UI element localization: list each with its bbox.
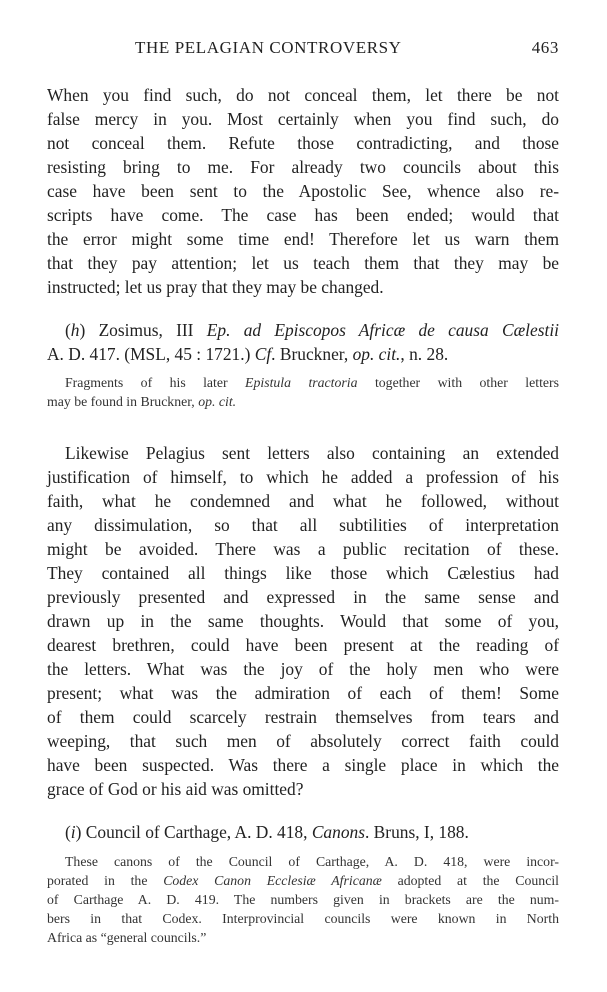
text-line (47, 155, 559, 179)
italic-text: op. cit. (352, 344, 401, 364)
text-line (47, 227, 559, 251)
text-run: grace of God or his aid was omitted? (47, 779, 304, 799)
text-run: case have been sent to the Apostolic See, whence also re- (47, 181, 559, 201)
italic-text: Cf (254, 344, 272, 364)
text-run: Fragments of his later (65, 375, 246, 390)
text-run: together with other letters (357, 375, 560, 390)
para-2 (47, 441, 559, 801)
text-run: may be found in Bruckner, (47, 394, 199, 409)
text-run: justification of himself, to which he added a profession of his (47, 467, 559, 487)
text-line (47, 251, 559, 275)
text-line (47, 561, 559, 585)
text-run: Africa as “general councils.” (47, 930, 207, 945)
note-h (47, 373, 559, 411)
text-line (47, 179, 559, 203)
heading-i (47, 820, 559, 844)
text-line (47, 609, 559, 633)
text-run: the letters. What was the joy of the holy men who were (47, 659, 559, 679)
text-line (47, 657, 559, 681)
text-run: , n. 28. (400, 344, 449, 364)
text-run: of Carthage A. D. 419. The numbers given in brackets are the num- (47, 892, 559, 907)
text-run: Likewise Pelagius sent letters also containing an extended (65, 443, 559, 463)
running-title: THE PELAGIAN CONTROVERSY (135, 38, 402, 57)
text-line (47, 203, 559, 227)
text-line (47, 681, 559, 705)
text-line (47, 852, 559, 871)
text-line (47, 465, 559, 489)
text-run: adopted at the Council (381, 873, 559, 888)
text-line (47, 513, 559, 537)
text-line (47, 890, 559, 909)
text-run: of them could scarcely restrain themselves from tears and (47, 707, 559, 727)
text-line (47, 909, 559, 928)
text-run: might be avoided. There was a public recitation of these. (47, 539, 559, 559)
text-run: dearest brethren, could have been present at the reading of (47, 635, 559, 655)
text-run: previously presented and expressed in the same sense and (47, 587, 559, 607)
text-run: any dissimulation, so that all subtilities of interpretation (47, 515, 559, 535)
text-line (47, 131, 559, 155)
text-line (47, 318, 559, 342)
text-run: not conceal them. Refute those contradicting, and those (47, 133, 559, 153)
text-run: . Bruns, I, 188. (364, 822, 469, 842)
para-1 (47, 83, 559, 299)
italic-text: Epistula tractoria (245, 375, 358, 390)
text-line (47, 633, 559, 657)
text-line (47, 275, 559, 299)
text-line (47, 777, 559, 801)
text-run: They contained all things like those which Cælestius had (47, 563, 559, 583)
text-run: present; what was the admiration of each of them! Some (47, 683, 559, 703)
text-run: . Bruckner, (271, 344, 353, 364)
text-run: instructed; let us pray that they may be changed. (47, 277, 384, 297)
text-line (47, 489, 559, 513)
italic-text: i (70, 822, 76, 842)
text-run: faith, what he condemned and what he followed, without (47, 491, 559, 511)
italic-text: Canons (311, 822, 365, 842)
text-run: scripts have come. The case has been ended; would that (47, 205, 559, 225)
text-line (47, 392, 559, 411)
text-run: resisting bring to me. For already two councils about this (47, 157, 559, 177)
text-line (47, 537, 559, 561)
text-run: drawn up in the same thoughts. Would that some of you, (47, 611, 559, 631)
text-run: that they pay attention; let us teach them that they may be (47, 253, 559, 273)
text-run: porated in the (47, 873, 164, 888)
text-line (47, 820, 559, 844)
text-run: A. D. 417. (MSL, 45 : 1721.) (47, 344, 255, 364)
text-run: bers in that Codex. Interprovincial councils were known in North (47, 911, 559, 926)
text-line (47, 729, 559, 753)
text-run: weeping, that such men of absolutely correct faith could (47, 731, 559, 751)
text-run: ( (65, 822, 71, 842)
text-line (47, 705, 559, 729)
text-line (47, 753, 559, 777)
text-run: have been suspected. Was there a single place in which the (47, 755, 559, 775)
heading-h (47, 318, 559, 366)
text-run: ( (65, 320, 71, 340)
note-i (47, 852, 559, 947)
italic-text: op. cit. (198, 394, 237, 409)
text-line (47, 83, 559, 107)
italic-text: Ep. ad Episcopos Africæ de causa Cælestii (206, 320, 559, 340)
text-run: false mercy in you. Most certainly when you find such, do (47, 109, 559, 129)
text-run: When you find such, do not conceal them, let there be not (47, 85, 559, 105)
text-run: These canons of the Council of Carthage, A. D. 418, were incor- (65, 854, 559, 869)
text-line (47, 342, 559, 366)
text-line (47, 373, 559, 392)
text-line (47, 441, 559, 465)
text-line (47, 585, 559, 609)
text-run: the error might some time end! Therefore let us warn them (47, 229, 559, 249)
text-line (47, 871, 559, 890)
text-line (47, 928, 559, 947)
page-number: 463 (531, 38, 559, 57)
text-run: ) Zosimus, III (79, 320, 207, 340)
italic-text: Codex Canon Ecclesiæ Africanæ (163, 873, 382, 888)
text-line (47, 107, 559, 131)
italic-text: h (70, 320, 80, 340)
text-run: ) Council of Carthage, A. D. 418, (75, 822, 312, 842)
